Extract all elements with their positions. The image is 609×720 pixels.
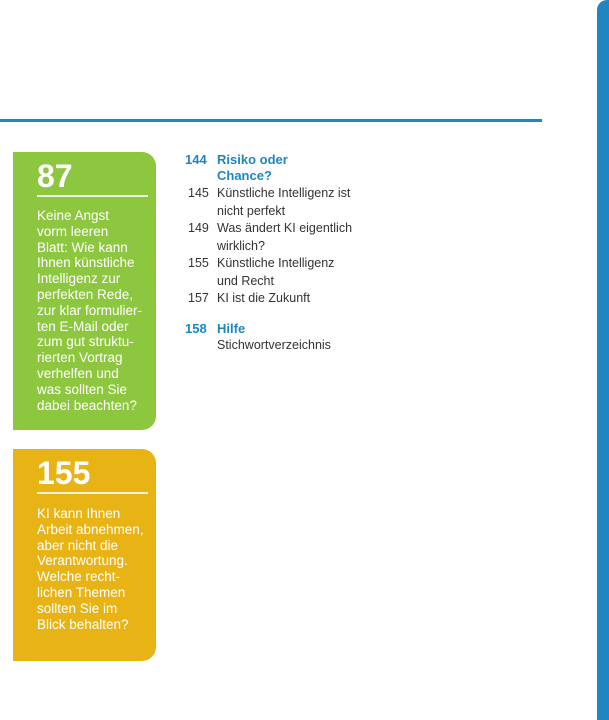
chapter-title: Hilfe	[217, 320, 246, 336]
card-divider	[37, 492, 148, 494]
chapter-title: Risiko oder Chance?	[217, 152, 288, 183]
chapter-page-number: 158	[185, 320, 207, 336]
card-divider	[37, 195, 148, 197]
entry-page-number: 145	[188, 186, 209, 200]
teaser-card-87	[13, 152, 156, 430]
toc-entry[interactable]	[185, 290, 385, 308]
card-description: KI kann Ihnen Arbeit abnehmen, aber nicht die Verantwortung. Welche recht- lichen Themen sollten Sie im Blick behalten?	[37, 506, 144, 632]
card-description: Keine Angst vorm leeren Blatt: Wie kann Ihnen künstliche Intelligenz zur perfekten Rede, zur klar formulier- ten E-Mail oder zum gut struktu- rierten Vortrag verhelfen und was sollten Sie dabei beachten?	[37, 208, 143, 413]
teaser-card-155	[13, 449, 156, 661]
toc-entry[interactable]	[185, 185, 385, 220]
side-color-strip	[597, 0, 609, 720]
toc-subentry-stichwortverzeichnis[interactable]: Stichwortverzeichnis	[217, 338, 331, 352]
toc-chapter-risiko[interactable]	[185, 152, 385, 183]
card-page-number: 155	[37, 455, 91, 491]
toc-chapter-hilfe[interactable]	[185, 321, 385, 337]
entry-page-number: 155	[188, 256, 209, 270]
entry-title: Künstliche Intelligenz und Recht	[217, 256, 335, 288]
top-divider-line	[0, 119, 542, 122]
entry-title: Was ändert KI eigentlich wirklich?	[217, 221, 353, 253]
toc-entry[interactable]	[185, 255, 385, 290]
card-page-number: 87	[37, 158, 73, 194]
entry-page-number: 149	[188, 221, 209, 235]
chapter-page-number: 144	[185, 152, 207, 167]
entry-title: Künstliche Intelligenz ist nicht perfekt	[217, 186, 351, 218]
table-of-contents	[185, 152, 385, 355]
entry-page-number: 157	[188, 291, 209, 305]
entry-title: KI ist die Zukunft	[217, 291, 311, 305]
toc-entry[interactable]	[185, 220, 385, 255]
